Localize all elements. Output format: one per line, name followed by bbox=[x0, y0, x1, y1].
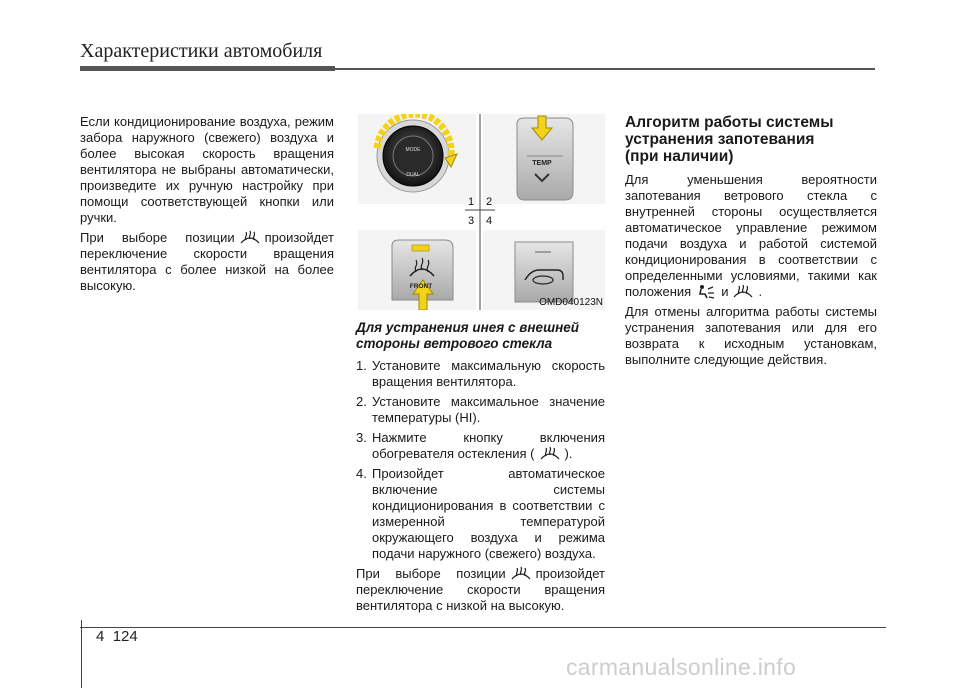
section-title: Характеристики автомобиля bbox=[80, 40, 323, 62]
list-item: 3. Нажмите кнопку включения обогревателя остекления ( ). bbox=[356, 430, 605, 461]
figure-label-4: 4 bbox=[486, 215, 493, 227]
list-item: 4. Произойдет автоматическое включение системы кондиционирования в соответствии с измеренной температурой окружающего воздуха и режима подачи наружного (свежего) воздуха. bbox=[356, 466, 605, 561]
column-middle bbox=[356, 320, 605, 618]
footer-rule bbox=[80, 627, 886, 628]
temp-label: TEMP bbox=[532, 160, 552, 167]
temp-control bbox=[483, 114, 605, 204]
page-number: 4 124 bbox=[96, 628, 138, 645]
column-right bbox=[625, 114, 877, 372]
front-label: FRONT bbox=[409, 283, 433, 290]
header-rule bbox=[80, 66, 335, 71]
paragraph-1: Если кондиционирование воздуха, режим забора наружного (свежего) воздуха и более высокая скорость вращения вентилятора не выбраны автоматически, произведите их ручную настройку при помощи соответствующей кнопки или ручки. bbox=[80, 114, 334, 225]
anti-fog-title: Алгоритм работы системы устранения запотевания (при наличии) bbox=[625, 114, 834, 165]
list-item: 1. Установите максимальную скорость вращения вентилятора. bbox=[356, 358, 605, 389]
figure-label-2: 2 bbox=[486, 196, 493, 208]
footer-bar bbox=[81, 620, 82, 688]
paragraph-2 bbox=[80, 230, 334, 294]
header-rule-thin bbox=[335, 68, 875, 70]
figure-code: OMD040123N bbox=[539, 297, 603, 308]
defrost-icon bbox=[510, 566, 532, 582]
column-left bbox=[80, 114, 334, 298]
figure-label-1: 1 bbox=[468, 196, 475, 208]
knob-dual-label: DUAL bbox=[406, 172, 420, 178]
paragraph-anti-fog: Для уменьшения вероятности запотевания ветрового стекла с внутренней стороны осуществляется автоматическое управление режимом подачи воздуха и работой системой кондиционирования в соответствии с определенными условиями, такими как положения и . bbox=[625, 172, 877, 299]
subtitle-exterior-defrost: Для устранения инея с внешней стороны ветрового стекла bbox=[356, 320, 579, 351]
watermark: carmanualsonline.info bbox=[566, 654, 797, 680]
control-panel-figure bbox=[355, 114, 605, 310]
floor-defrost-icon bbox=[695, 284, 717, 300]
paragraph-2-end: произойдет переключение скорости вращения вентилятора с более низкой на более высокую. bbox=[80, 230, 334, 293]
figure-illustration bbox=[355, 114, 605, 310]
paragraph-cancel: Для отмены алгоритма работы системы устранения запотевания или для его возврата к исходным установкам, выполните следующие действия. bbox=[625, 304, 877, 367]
list-item: 2. Установите максимальное значение температуры (HI). bbox=[356, 394, 605, 425]
steps-list bbox=[356, 358, 605, 562]
paragraph-speed: При выборе позиции произойдет переключение скорости вращения вентилятора с низкой на высокую. bbox=[356, 566, 605, 613]
figure-label-3: 3 bbox=[468, 215, 475, 227]
defrost-icon bbox=[732, 284, 754, 300]
paragraph-2-start: При выборе позиции bbox=[80, 230, 235, 245]
defrost-icon bbox=[239, 230, 261, 246]
mode-knob bbox=[358, 114, 476, 204]
knob-mode-label: MODE bbox=[405, 147, 421, 153]
front-defrost-button bbox=[358, 230, 476, 310]
defrost-icon bbox=[539, 446, 561, 462]
